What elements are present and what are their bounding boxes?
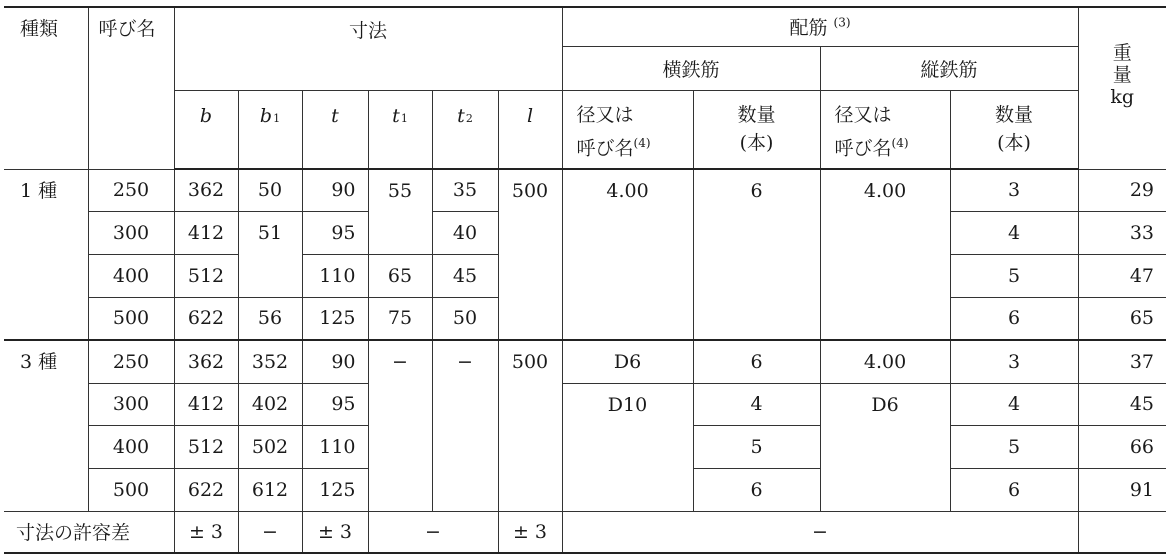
weight-unit: kg: [1110, 86, 1135, 108]
v-diam-line1: 径又は: [834, 103, 892, 126]
name-cell: 300: [88, 383, 174, 425]
v-diameter-cell: 4.00: [820, 340, 950, 383]
h-diam-line2: 呼び名: [576, 136, 634, 159]
reinforcement-note: (3): [833, 15, 851, 30]
col-t1-sub: 1: [400, 111, 408, 125]
header-dims-text: 寸法: [349, 20, 388, 42]
l-cell: 500: [498, 169, 562, 340]
h-qty-line1: 数量: [737, 103, 776, 126]
col-t-text: t: [331, 104, 339, 127]
name-cell: 400: [88, 425, 174, 468]
t-cell: 125: [302, 297, 368, 340]
t-cell: 95: [302, 383, 368, 425]
v-diameter-cell: D6: [820, 383, 950, 511]
tolerance-b1: −: [238, 511, 302, 553]
b1-cell: 56: [238, 297, 302, 340]
b-cell: 362: [174, 169, 238, 211]
tolerance-l: ± 3: [498, 511, 562, 553]
t1-cell: 55: [368, 169, 432, 254]
v-qty-line2: (本): [997, 131, 1031, 154]
tolerance-t: ± 3: [302, 511, 368, 553]
col-t2-sub: 2: [465, 111, 473, 125]
v-quantity-cell: 4: [950, 211, 1078, 254]
v-quantity-cell: 6: [950, 297, 1078, 340]
weight-cell: 45: [1078, 383, 1166, 425]
h-diameter-cell: D6: [562, 340, 693, 383]
t-cell: 90: [302, 340, 368, 383]
col-t1: [368, 90, 432, 169]
col-b1-sub: 1: [273, 111, 281, 125]
header-weight: [1078, 7, 1166, 169]
b1-cell: 50: [238, 169, 302, 211]
b1-cell: 352: [238, 340, 302, 383]
t2-cell: 35: [432, 169, 498, 211]
header-row-1: [4, 7, 1166, 46]
col-b-text: b: [199, 104, 213, 127]
header-horizontal-bar: [562, 46, 820, 90]
header-dims: [174, 7, 562, 90]
h-diameter-cell: D10: [562, 383, 693, 511]
col-t1-text: t: [392, 104, 400, 127]
header-vertical-bar: [820, 46, 1078, 90]
v-diam-note: (4): [891, 135, 909, 150]
b1-cell: 502: [238, 425, 302, 468]
name-cell: 250: [88, 340, 174, 383]
type3-label: 3 種: [20, 351, 58, 373]
v-quantity-cell: 5: [950, 254, 1078, 297]
b1-cell: 51: [238, 211, 302, 297]
col-v-diameter: [820, 90, 950, 169]
tolerance-weight: [1078, 511, 1166, 553]
t-cell: 90: [302, 169, 368, 211]
header-row-3: [4, 90, 1166, 169]
col-l: [498, 90, 562, 169]
name-cell: 400: [88, 254, 174, 297]
tolerance-row: [4, 511, 1166, 553]
t-cell: 95: [302, 211, 368, 254]
spec-table: [4, 6, 1166, 554]
t-cell: 110: [302, 254, 368, 297]
v-quantity-cell: 3: [950, 340, 1078, 383]
type-cell: [4, 340, 88, 511]
type1-label: 1 種: [20, 179, 58, 202]
table-row: [4, 340, 1166, 383]
h-diam-line1: 径又は: [576, 103, 634, 126]
weight-line2: 量: [1112, 64, 1132, 86]
h-qty-line2: (本): [739, 131, 774, 154]
col-t: [302, 90, 368, 169]
v-quantity-cell: 5: [950, 425, 1078, 468]
name-cell: 500: [88, 297, 174, 340]
v-diameter-cell: 4.00: [820, 169, 950, 340]
v-qty-line1: 数量: [995, 103, 1034, 126]
col-b1: [238, 90, 302, 169]
v-quantity-cell: 3: [950, 169, 1078, 211]
h-quantity-cell: 6: [693, 169, 820, 340]
t-cell: 125: [302, 468, 368, 511]
t1-cell: 75: [368, 297, 432, 340]
weight-cell: 65: [1078, 297, 1166, 340]
col-b1-text: b: [259, 104, 273, 127]
header-reinforcement: [562, 7, 1078, 46]
header-reinforcement-text: 配筋: [789, 17, 828, 40]
weight-cell: 91: [1078, 468, 1166, 511]
weight-cell: 37: [1078, 340, 1166, 383]
weight-cell: 66: [1078, 425, 1166, 468]
col-l-text: l: [526, 104, 534, 127]
b1-cell: 402: [238, 383, 302, 425]
tolerance-label: 寸法の許容差: [4, 511, 174, 553]
b-cell: 622: [174, 468, 238, 511]
b-cell: 512: [174, 254, 238, 297]
col-b: [174, 90, 238, 169]
header-name-text: 呼び名: [98, 18, 156, 40]
table-row: [4, 383, 1166, 425]
h-diam-note: (4): [633, 135, 651, 150]
v-quantity-cell: 6: [950, 468, 1078, 511]
t1-cell: −: [368, 340, 432, 511]
b-cell: 512: [174, 425, 238, 468]
t1-cell: 65: [368, 254, 432, 297]
h-quantity-cell: 5: [693, 425, 820, 468]
b1-cell: 612: [238, 468, 302, 511]
tolerance-b: ± 3: [174, 511, 238, 553]
col-v-quantity: [950, 90, 1078, 169]
h-quantity-cell: 6: [693, 340, 820, 383]
name-cell: 250: [88, 169, 174, 211]
b-cell: 362: [174, 340, 238, 383]
b-cell: 412: [174, 211, 238, 254]
v-quantity-cell: 4: [950, 383, 1078, 425]
name-cell: 500: [88, 468, 174, 511]
weight-line1: 重: [1112, 42, 1132, 64]
t2-cell: −: [432, 340, 498, 511]
table-row: [4, 169, 1166, 211]
tolerance-reinforcement: −: [562, 511, 1078, 553]
h-quantity-cell: 4: [693, 383, 820, 425]
weight-cell: 47: [1078, 254, 1166, 297]
type-cell: [4, 169, 88, 340]
b-cell: 622: [174, 297, 238, 340]
v-diam-line2: 呼び名: [834, 136, 892, 159]
b-cell: 412: [174, 383, 238, 425]
name-cell: 300: [88, 211, 174, 254]
t2-cell: 50: [432, 297, 498, 340]
header-kind-text: 種類: [20, 18, 59, 40]
t-cell: 110: [302, 425, 368, 468]
tolerance-t1-t2: −: [368, 511, 498, 553]
weight-cell: 33: [1078, 211, 1166, 254]
col-t2-text: t: [457, 104, 465, 127]
horizontal-bar-text: 横鉄筋: [662, 58, 720, 81]
header-kind: [4, 7, 88, 169]
t2-cell: 40: [432, 211, 498, 254]
weight-cell: 29: [1078, 169, 1166, 211]
col-t2: [432, 90, 498, 169]
col-h-quantity: [693, 90, 820, 169]
header-name: [88, 7, 174, 169]
h-diameter-cell: 4.00: [562, 169, 693, 340]
col-h-diameter: [562, 90, 693, 169]
vertical-bar-text: 縦鉄筋: [920, 58, 978, 81]
h-quantity-cell: 6: [693, 468, 820, 511]
l-cell: 500: [498, 340, 562, 511]
t2-cell: 45: [432, 254, 498, 297]
